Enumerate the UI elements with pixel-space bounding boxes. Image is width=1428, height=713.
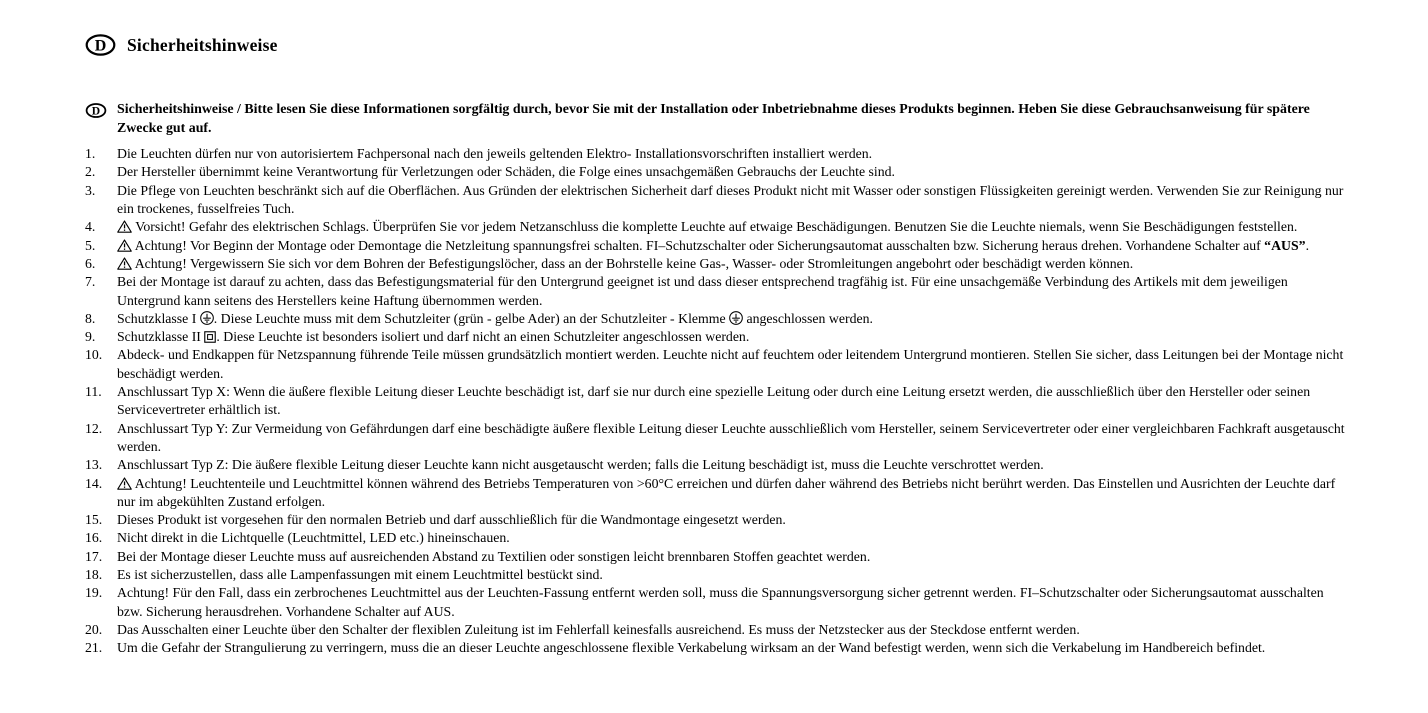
list-item — [85, 548, 1348, 566]
list-item-text: Achtung! Vergewissern Sie sich vor dem Bohren der Befestigungslöcher, dass an der Bohrstelle keine Gas-, Wasser- oder Stromleitungen angebohrt oder beschädigt werden können. — [117, 255, 1348, 273]
list-item-text: Achtung! Vor Beginn der Montage oder Demontage die Netzleitung spannungsfrei schalten. FI–Schutzschalter oder Sicherungsautomat ausschalten bzw. Sicherung heraus drehen. Vorhandene Schalter auf “AUS”. — [117, 237, 1348, 255]
list-item-text: Der Hersteller übernimmt keine Verantwortung für Verletzungen oder Schäden, die Folge eines unsachgemäßen Gebrauchs der Leuchte sind. — [117, 164, 895, 180]
logo-letter: D — [91, 104, 101, 118]
list-item-number: 1. — [85, 146, 96, 162]
list-item-number: 14. — [85, 475, 103, 491]
list-item-number: 20. — [85, 621, 103, 637]
list-item — [85, 584, 1348, 621]
list-item-number: 15. — [85, 512, 103, 528]
list-item — [85, 475, 1348, 512]
list-item-text: Anschlussart Typ Z: Die äußere flexible Leitung dieser Leuchte kann nicht ausgetauscht werden; falls die Leitung beschädigt ist, muss die Leuchte verschrottet werden. — [117, 457, 1044, 473]
list-item — [85, 145, 1348, 163]
list-item-text: Achtung! Für den Fall, dass ein zerbrochenes Leuchtmittel aus der Leuchten-Fassung entfernt werden soll, muss die Spannungsversorgung sicher getrennt werden. FI–Schutzschalter oder Sicherungsautomat ausschalten bzw. Sicherung herausdrehen. Vorhandene Schalter auf AUS. — [117, 585, 1324, 619]
list-item-number: 6. — [85, 255, 96, 271]
earth-ground-icon — [729, 310, 743, 328]
list-item-text: Dieses Produkt ist vorgesehen für den normalen Betrieb und darf ausschließlich für die Wandmontage eingesetzt werden. — [117, 512, 786, 528]
list-item-number: 16. — [85, 530, 103, 546]
list-item-text: Die Leuchten dürfen nur von autorisiertem Fachpersonal nach den jeweils geltenden Elektro- Installationsvorschriften installiert werden. — [117, 146, 873, 162]
list-item-number: 10. — [85, 347, 103, 363]
list-item — [85, 639, 1348, 657]
list-item-text: Nicht direkt in die Lichtquelle (Leuchtmittel, LED etc.) hineinschauen. — [117, 530, 510, 546]
warning-triangle-icon — [117, 255, 132, 273]
list-item-number: 2. — [85, 164, 96, 180]
list-item — [85, 621, 1348, 639]
list-item-text: Die Pflege von Leuchten beschränkt sich auf die Oberflächen. Aus Gründen der elektrischen Sicherheit darf dieses Produkt nicht mit Wasser oder sonstigen Flüssigkeiten gereinigt werden. Verwenden Sie zur Reinigung nur ein trockenes, fusselfreies Tuch. — [117, 182, 1344, 217]
list-item-number: 18. — [85, 567, 103, 583]
list-item — [85, 182, 1348, 219]
list-item — [85, 529, 1348, 547]
list-item-text: Das Ausschalten einer Leuchte über den Schalter der flexiblen Zuleitung ist im Fehlerfall keinesfalls ausreichend. Es muss der Netzstecker aus der Steckdose entfernt werden. — [117, 621, 1080, 637]
list-item — [85, 310, 1348, 328]
list-item-text: Anschlussart Typ X: Wenn die äußere flexible Leitung dieser Leuchte beschädigt ist, darf sie nur durch eine spezielle Leitung oder durch eine Leitung ersetzt werden, die ausschließlich über den Hersteller oder seinen Servicevertreter erhältlich ist. — [117, 384, 1311, 418]
list-item-number: 3. — [85, 182, 96, 198]
list-item-text: Vorsicht! Gefahr des elektrischen Schlags. Überprüfen Sie vor jedem Netzanschluss die komplette Leuchte auf etwaige Beschädigungen. Benutzen Sie die Leuchte niemals, wenn Sie Beschädigungen feststellen. — [117, 218, 1348, 236]
list-item — [85, 273, 1348, 310]
list-item-number: 17. — [85, 548, 103, 564]
list-item — [85, 383, 1348, 420]
list-item-text: Schutzklasse II . Diese Leuchte ist besonders isoliert und darf nicht an einen Schutzleiter angeschlossen werden. — [117, 328, 1348, 346]
circled-d-icon — [85, 103, 117, 118]
list-item — [85, 255, 1348, 273]
list-item — [85, 328, 1348, 346]
list-item-number: 11. — [85, 384, 102, 400]
double-insulation-icon — [204, 328, 216, 346]
warning-triangle-icon — [117, 237, 132, 255]
list-item-text: Bei der Montage ist darauf zu achten, dass das Befestigungsmaterial für den Untergrund geeignet ist und dass dieser entsprechend tragfähig ist. Für eine unsachgemäße Verbindung des Artikels mit dem jeweiligen Untergrund kann seitens des Herstellers keine Haftung übernommen werden. — [117, 274, 1288, 308]
list-item-text: Schutzklasse I . Diese Leuchte muss mit dem Schutzleiter (grün - gelbe Ader) an der Schutzleiter - Klemme angeschlossen werden. — [117, 310, 1348, 328]
list-item — [85, 511, 1348, 529]
list-item — [85, 566, 1348, 584]
list-item — [85, 237, 1348, 255]
intro-paragraph — [85, 101, 1348, 138]
warning-triangle-icon — [117, 475, 132, 493]
intro-text: Sicherheitshinweise / Bitte lesen Sie diese Informationen sorgfältig durch, bevor Sie mit der Installation oder Inbetriebnahme dieses Produkts beginnen. Heben Sie diese Gebrauchsanweisung für spätere Zwecke gut auf. — [117, 102, 1310, 136]
list-item-text: Bei der Montage dieser Leuchte muss auf ausreichenden Abstand zu Textilien oder sonstigen leicht brennbaren Stoffen geachtet werden. — [117, 548, 871, 564]
list-item — [85, 218, 1348, 236]
list-item-text: Abdeck- und Endkappen für Netzspannung führende Teile müssen grundsätzlich montiert werden. Leuchte nicht auf feuchtem oder leitendem Untergrund montieren. Stellen Sie sicher, dass Leitungen bei der Montage nicht beschädigt werden. — [117, 347, 1344, 381]
list-item-number: 8. — [85, 310, 96, 326]
safety-instructions-list — [85, 145, 1348, 657]
page-title: Sicherheitshinweise — [127, 34, 278, 55]
circled-d-icon — [85, 34, 116, 56]
list-item-number: 5. — [85, 237, 96, 253]
list-item-text: Es ist sicherzustellen, dass alle Lampenfassungen mit einem Leuchtmittel bestückt sind. — [117, 567, 603, 583]
list-item — [85, 163, 1348, 181]
list-item-number: 9. — [85, 329, 96, 345]
list-item-text: Achtung! Leuchtenteile und Leuchtmittel können während des Betriebs Temperaturen von >60°C erreichen und dürfen daher während des Betriebs nicht berührt werden. Das Einstellen und Ausrichten der Leuchte darf nur im abgekühlten Zustand erfolgen. — [117, 475, 1336, 509]
list-item-number: 21. — [85, 640, 103, 656]
list-item-text: Anschlussart Typ Y: Zur Vermeidung von Gefährdungen darf eine beschädigte äußere flexible Leitung dieser Leuchte ausschließlich vom Hersteller, seinem Servicevertreter oder einer vergleichbaren Fachkraft ausgetauscht werden. — [117, 420, 1345, 454]
list-item — [85, 420, 1348, 457]
list-item-number: 12. — [85, 420, 103, 436]
list-item-number: 13. — [85, 457, 103, 473]
list-item-number: 7. — [85, 274, 96, 290]
list-item — [85, 456, 1348, 474]
list-item-number: 19. — [85, 585, 103, 601]
logo-letter: D — [94, 37, 107, 55]
list-item-text: Um die Gefahr der Strangulierung zu verringern, muss die an dieser Leuchte angeschlossene flexible Verkabelung wirksam an der Wand befestigt werden, wenn sich die Verkabelung im Handbereich befindet. — [117, 640, 1266, 656]
list-item — [85, 346, 1348, 383]
intro-icon-column — [85, 101, 117, 138]
bold-text: “AUS” — [1264, 237, 1306, 253]
earth-ground-icon — [200, 310, 214, 328]
list-item-number: 4. — [85, 219, 96, 235]
document-header — [85, 34, 1348, 56]
warning-triangle-icon — [117, 218, 132, 236]
